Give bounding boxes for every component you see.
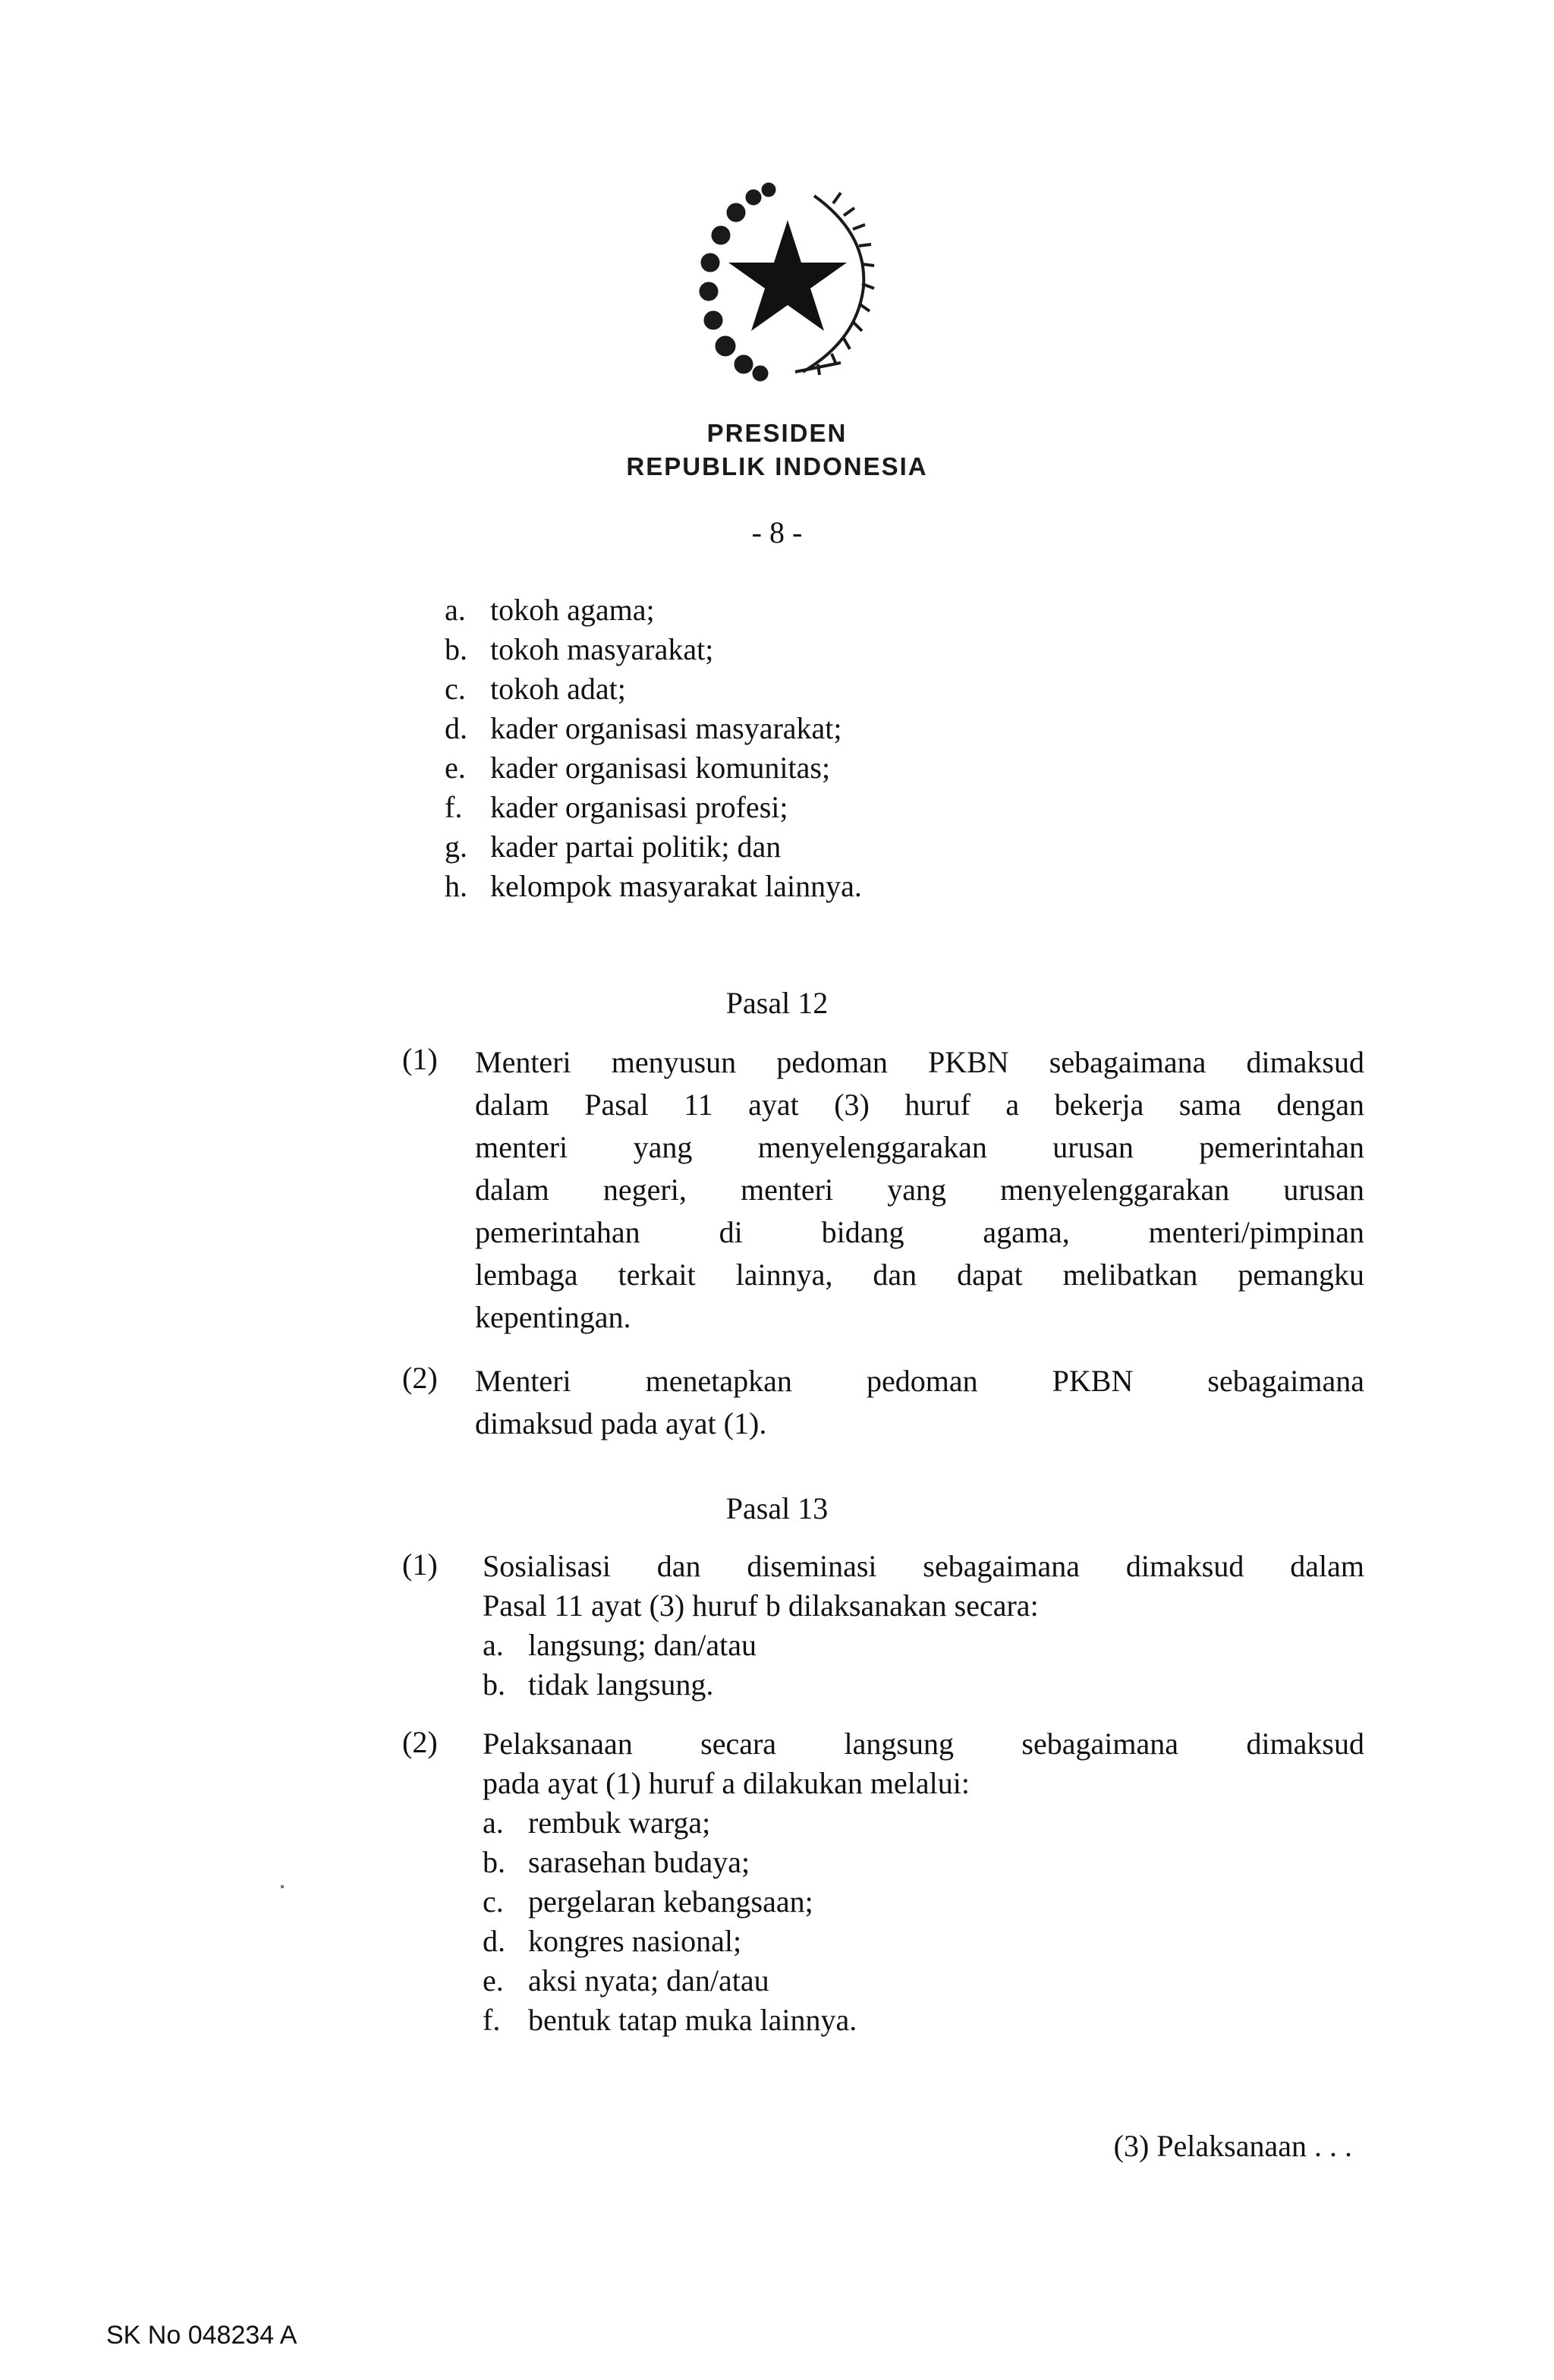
list-item: e. kader organisasi komunitas;	[445, 751, 831, 785]
garuda-star-emblem-icon	[681, 173, 891, 392]
pasal-13-ayat-2-items	[483, 1803, 857, 2040]
list-item: c. tokoh adat;	[445, 672, 626, 706]
ayat-number: (2)	[402, 1361, 438, 1395]
list-item: g. kader partai politik; dan	[445, 830, 782, 864]
list-item: c. pergelaran kebangsaan;	[483, 1884, 813, 1919]
pasal-12-title: Pasal 12	[725, 986, 829, 1020]
ayat-number: (2)	[402, 1725, 438, 1759]
stray-mark	[281, 1885, 284, 1888]
list-item: d. kongres nasional;	[483, 1924, 742, 1958]
list-item: b. tidak langsung.	[483, 1667, 714, 1702]
list-item: e. aksi nyata; dan/atau	[483, 1963, 769, 1998]
document-footer: SK No 048234 A	[106, 2321, 297, 2350]
list-item: d. kader organisasi masyarakat;	[445, 711, 842, 745]
list-item: a. rembuk warga;	[483, 1805, 711, 1840]
page-number: - 8 -	[751, 515, 803, 549]
ayat-number: (1)	[402, 1547, 438, 1582]
list-item: b. tokoh masyarakat;	[445, 632, 714, 666]
continuation-text: (3) Pelaksanaan . . .	[1113, 2129, 1352, 2163]
header-title: PRESIDEN	[706, 419, 848, 447]
header-subtitle: REPUBLIK INDONESIA	[626, 452, 928, 480]
list-item: f. kader organisasi profesi;	[445, 790, 788, 824]
list-item: a. langsung; dan/atau	[483, 1628, 757, 1662]
star-icon	[728, 220, 847, 331]
pasal-13-title: Pasal 13	[725, 1491, 829, 1525]
list-item: b. sarasehan budaya;	[483, 1845, 750, 1879]
document-page: PRESIDEN REPUBLIK INDONESIA - 8 - a. tokoh agama; b. tokoh masyarakat; c. tokoh adat; d. kader organisasi masyarakat; e. kader organisasi komunitas; f. kader organisasi profesi; g. kader partai politik; dan h. kelompok masyarakat lainnya. Pasal 12 (1) Menteri menyusun pedoman PKBN sebagaimana dimaksud dalam Pasal 11 ayat (3) huruf a bekerja sama dengan menteri yang menyelenggarakan urusan pemerintahan dalam negeri, menteri yang menyelenggarakan urusan pemerintahan di bidang agama, menteri/pimpinan lembaga terkait lainnya, dan dapat melibatkan pemangku kepentingan. (2) Menteri menetapkan pedoman PKBN sebagaimana dimaksud pada ayat (1). Pasal 13 (1) Sosialisasi dan diseminasi sebagaimana dimaksud dalam Pasal 11 ayat (3) huruf b dilaksanakan secara: a. langsung; dan/atau b. tidak langsung. (2) Pelaksanaan secara langsung sebagaimana dimaksud pada ayat (1) huruf a dilakukan melalui: a. rembuk warga; b. sarasehan budaya; c. pergelaran kebangsaan; d. kongres nasional; e. aksi nyata; dan/atau f. bentuk tatap muka lainnya. (3) Pelaksanaan . . . SK No 048234 A	[0, 0, 1554, 2380]
list-item: h. kelompok masyarakat lainnya.	[445, 869, 862, 903]
pasal-13-ayat-1-items	[483, 1626, 757, 1705]
list-item: f. bentuk tatap muka lainnya.	[483, 2003, 857, 2037]
ayat-number: (1)	[402, 1042, 438, 1076]
list-item: a. tokoh agama;	[445, 593, 655, 627]
list-top	[445, 590, 862, 906]
